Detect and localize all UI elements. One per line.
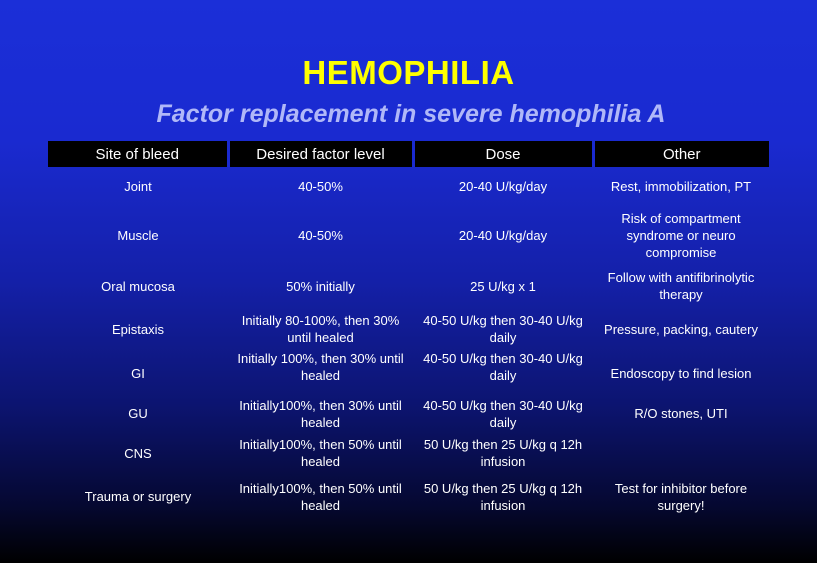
- cell-other: Endoscopy to find lesion: [610, 365, 752, 381]
- table-row: [48, 473, 769, 520]
- cell-level: [228, 352, 413, 394]
- cell-level-text: Initially 100%, then 30% until healed: [237, 351, 404, 383]
- header-level: Desired factor level: [228, 141, 413, 167]
- cell-dose: 20-40 U/kg/day: [458, 178, 548, 194]
- table-row: [48, 433, 769, 473]
- cell-site: Oral mucosa: [101, 278, 175, 294]
- cell-level: Initially100%, then 50% until healed: [239, 480, 402, 513]
- header-other: Other: [593, 141, 769, 167]
- table-row: [48, 167, 769, 205]
- cell-dose: 25 U/kg x 1: [470, 278, 536, 294]
- cell-dose: 20-40 U/kg/day: [458, 228, 548, 243]
- cell-site: Epistaxis: [111, 321, 165, 337]
- cell-level: Initially100%, then 30% until healed: [239, 397, 402, 430]
- cell-site: CNS: [124, 445, 152, 461]
- cell-site: Trauma or surgery: [84, 489, 192, 504]
- cell-level: Initially100%, then 50% until healed: [239, 437, 402, 469]
- cell-other: Rest, immobilization, PT: [610, 178, 752, 194]
- table-row: [48, 352, 769, 394]
- table-row: [48, 266, 769, 306]
- cell-dose: 40-50 U/kg then 30-40 U/kg daily: [423, 397, 583, 430]
- cell-other: [593, 433, 769, 473]
- cell-dose: 50 U/kg then 25 U/kg q 12h infusion: [423, 480, 583, 513]
- cell-level: 50% initially: [286, 278, 355, 294]
- cell-dose: [413, 352, 593, 394]
- factor-replacement-table: [48, 141, 769, 520]
- cell-site: Muscle: [117, 228, 159, 243]
- cell-dose: 50 U/kg then 25 U/kg q 12h infusion: [423, 437, 583, 469]
- cell-other: Risk of compartment syndrome or neuro compromise: [621, 211, 741, 260]
- header-dose: Dose: [413, 141, 593, 167]
- cell-level: 40-50%: [298, 228, 343, 243]
- table-row: [48, 394, 769, 433]
- table-header-row: [48, 141, 769, 167]
- page-subtitle: Factor replacement in severe hemophilia A: [156, 100, 666, 128]
- cell-level: Initially 80-100%, then 30% until healed: [241, 313, 400, 345]
- table-row: [48, 205, 769, 266]
- cell-level: 40-50%: [298, 178, 343, 194]
- cell-other: Follow with antifibrinolytic therapy: [607, 270, 755, 302]
- header-site: Site of bleed: [48, 141, 228, 167]
- cell-dose: 40-50 U/kg then 30-40 U/kg daily: [423, 313, 583, 345]
- cell-site: GI: [131, 365, 145, 381]
- cell-other: Test for inhibitor before surgery!: [614, 480, 748, 513]
- cell-dose-text: 40-50 U/kg then 30-40 U/kg daily: [423, 351, 583, 383]
- cell-site: Joint: [124, 178, 152, 194]
- page-title: HEMOPHILIA: [302, 54, 515, 91]
- cell-other: Pressure, packing, cautery: [604, 321, 758, 337]
- cell-other: R/O stones, UTI: [634, 406, 728, 421]
- cell-site: GU: [128, 406, 148, 421]
- table-row: [48, 306, 769, 352]
